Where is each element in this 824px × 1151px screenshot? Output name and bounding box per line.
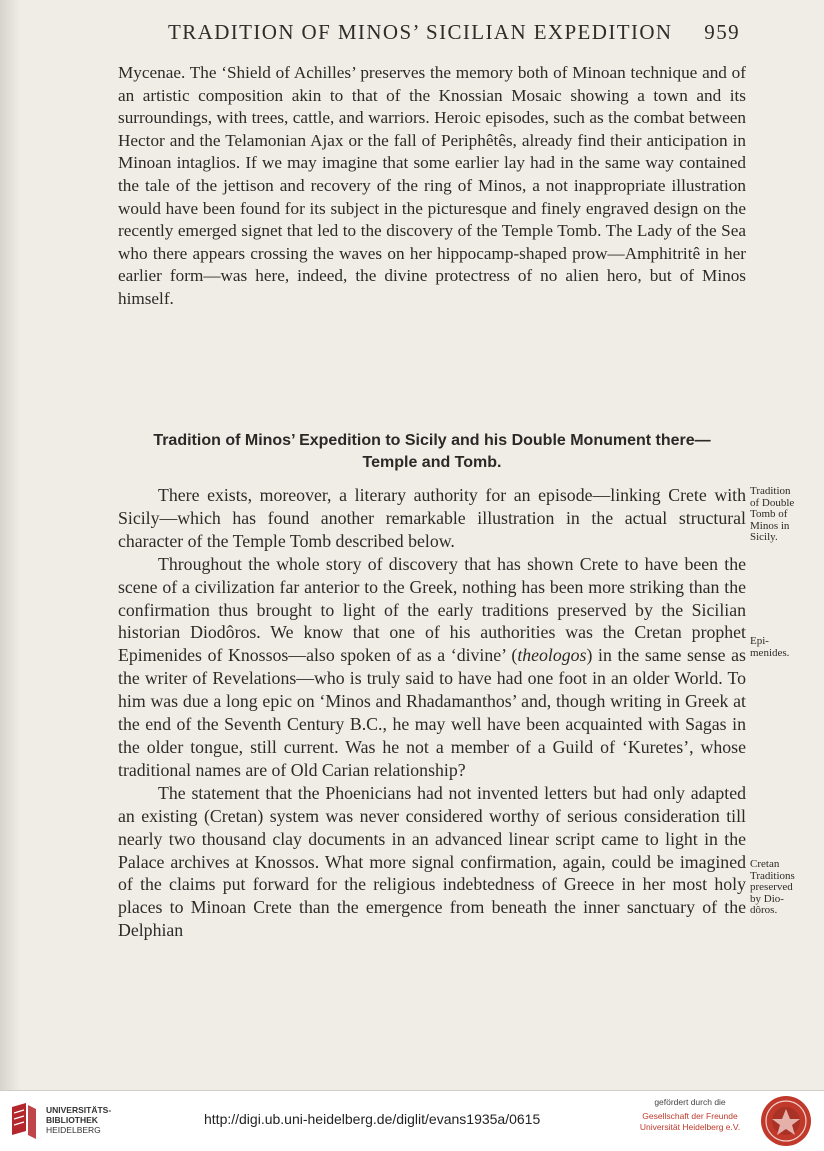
library-name-line-3: HEIDELBERG [46,1125,101,1135]
page-number: 959 [704,20,740,44]
margin-note-line: Cretan [750,858,780,870]
section-heading-line-2: Temple and Tomb. [362,454,502,471]
margin-note-line: Traditions [750,869,795,882]
paragraph-3-after: ) in the same sense as the writer of Revelations—who is truly said to have had one foot in an older World. To him was due a long epic on ‘Minos and Rhadamanthos’ and, though writing in Greek at the end of the Seventh Century B.C., he may well have been acquainted with Sagas in the older tongue, still current. Was he not a member of a Guild of ‘Kuretes’, whose traditional names are of Old Carian relationship? [118,645,746,780]
margin-note-line: Epi- [750,635,769,647]
margin-note-line: of Double [750,496,795,509]
margin-note-line: menides. [750,646,790,659]
sponsor-lead: gefördert durch die [654,1097,726,1107]
section-heading-line-1: Tradition of Minos’ Expedition to Sicily and his Double Monument there— [153,432,711,449]
paragraph-1-text: Mycenae. The ‘Shield of Achilles’ preserves the memory both of Minoan technique and of an artistic composition akin to that of the Knossian Mosaic showing a town and its surroundings, with trees, cattle, and warriors. Heroic episodes, such as the combat between Hector and the Telamonian Ajax or the fall of Periphêtês, already find their anticipation in Minoan intaglios. If we may imagine that some earlier lay had in the same way contained the tale of the jettison and recovery of the ring of Minos, a not inappropriate illustration would have been found for its subject in the picturesque and finely engraved design on the recently emerged signet that led to the discovery of the Temple Tomb. The Lady of the Sea who there appears crossing the waves on her hippocamp-shaped prow—Amphitritê in her earlier form—was here, indeed, the divine protectress of no alien hero, but of Minos himself. [118,63,746,308]
page-spine-shadow [0,0,20,1090]
sponsor-org-line-2: Universität Heidelberg e.V. [639,1122,741,1132]
margin-note-tradition [750,486,820,544]
running-head-title: TRADITION OF MINOS’ SICILIAN EXPEDITION [168,20,673,44]
digitization-footer [0,1090,824,1151]
margin-note-line: Tomb of [750,508,788,520]
running-head [168,20,740,45]
sponsor-org-line-1: Gesellschaft der Freunde [642,1111,738,1121]
margin-note-epimenides [750,636,820,659]
margin-note-line: by Dio- [750,892,784,905]
margin-note-line: Minos in [750,519,790,532]
paragraph-4-text: The statement that the Phoenicians had not invented letters but had only adapted an existing (Cretan) system was never considered worthy of serious consideration till nearly two thousand clay documents in an advanced linear script came to light in the Palace archives at Knossos. What more signal confirmation, again, could be imagined of the claims put forward for the religious indebtedness of Greece in her most holy places to Minoan Crete than the emergence from beneath the inner sanctuary of the Delphian [118,782,746,941]
library-name-line-1: UNIVERSITÄTS- [46,1105,112,1115]
paragraph-3-text [118,553,746,782]
paragraph-3-italic: theologos [517,645,587,666]
permalink-url[interactable]: http://digi.ub.uni-heidelberg.de/diglit/evans1935a/0615 [204,1111,541,1127]
section-heading [112,430,752,474]
paragraph-mycenae [118,62,746,311]
university-seal-icon [760,1095,812,1147]
margin-note-line: Sicily. [750,531,778,543]
library-name [46,1105,111,1135]
margin-note-line: preserved [750,881,793,893]
paragraph-3-before: Throughout the whole story of discovery that has shown Crete to have been the scene of a civilization far anterior to the Greek, nothing has been more striking than the confirmation thus brought to light of the early traditions preserved by the Sicilian historian Diodôros. We know that one of his authorities was the Cretan prophet Epimenides of Knossos—also spoken of as a ‘divine’ ( [118,553,746,666]
sponsor-credit [630,1097,750,1133]
university-library-logo-icon [8,1101,38,1141]
margin-note-cretan-traditions [750,859,820,917]
library-name-line-2: BIBLIOTHEK [46,1115,98,1125]
main-text-block [118,484,746,942]
margin-note-line: dôros. [750,904,778,916]
margin-note-line: Tradition [750,485,791,497]
paragraph-2-text: There exists, moreover, a literary authority for an episode—linking Crete with Sicily—which has found another remarkable illustration in the actual structural character of the Temple Tomb described below. [118,485,746,551]
